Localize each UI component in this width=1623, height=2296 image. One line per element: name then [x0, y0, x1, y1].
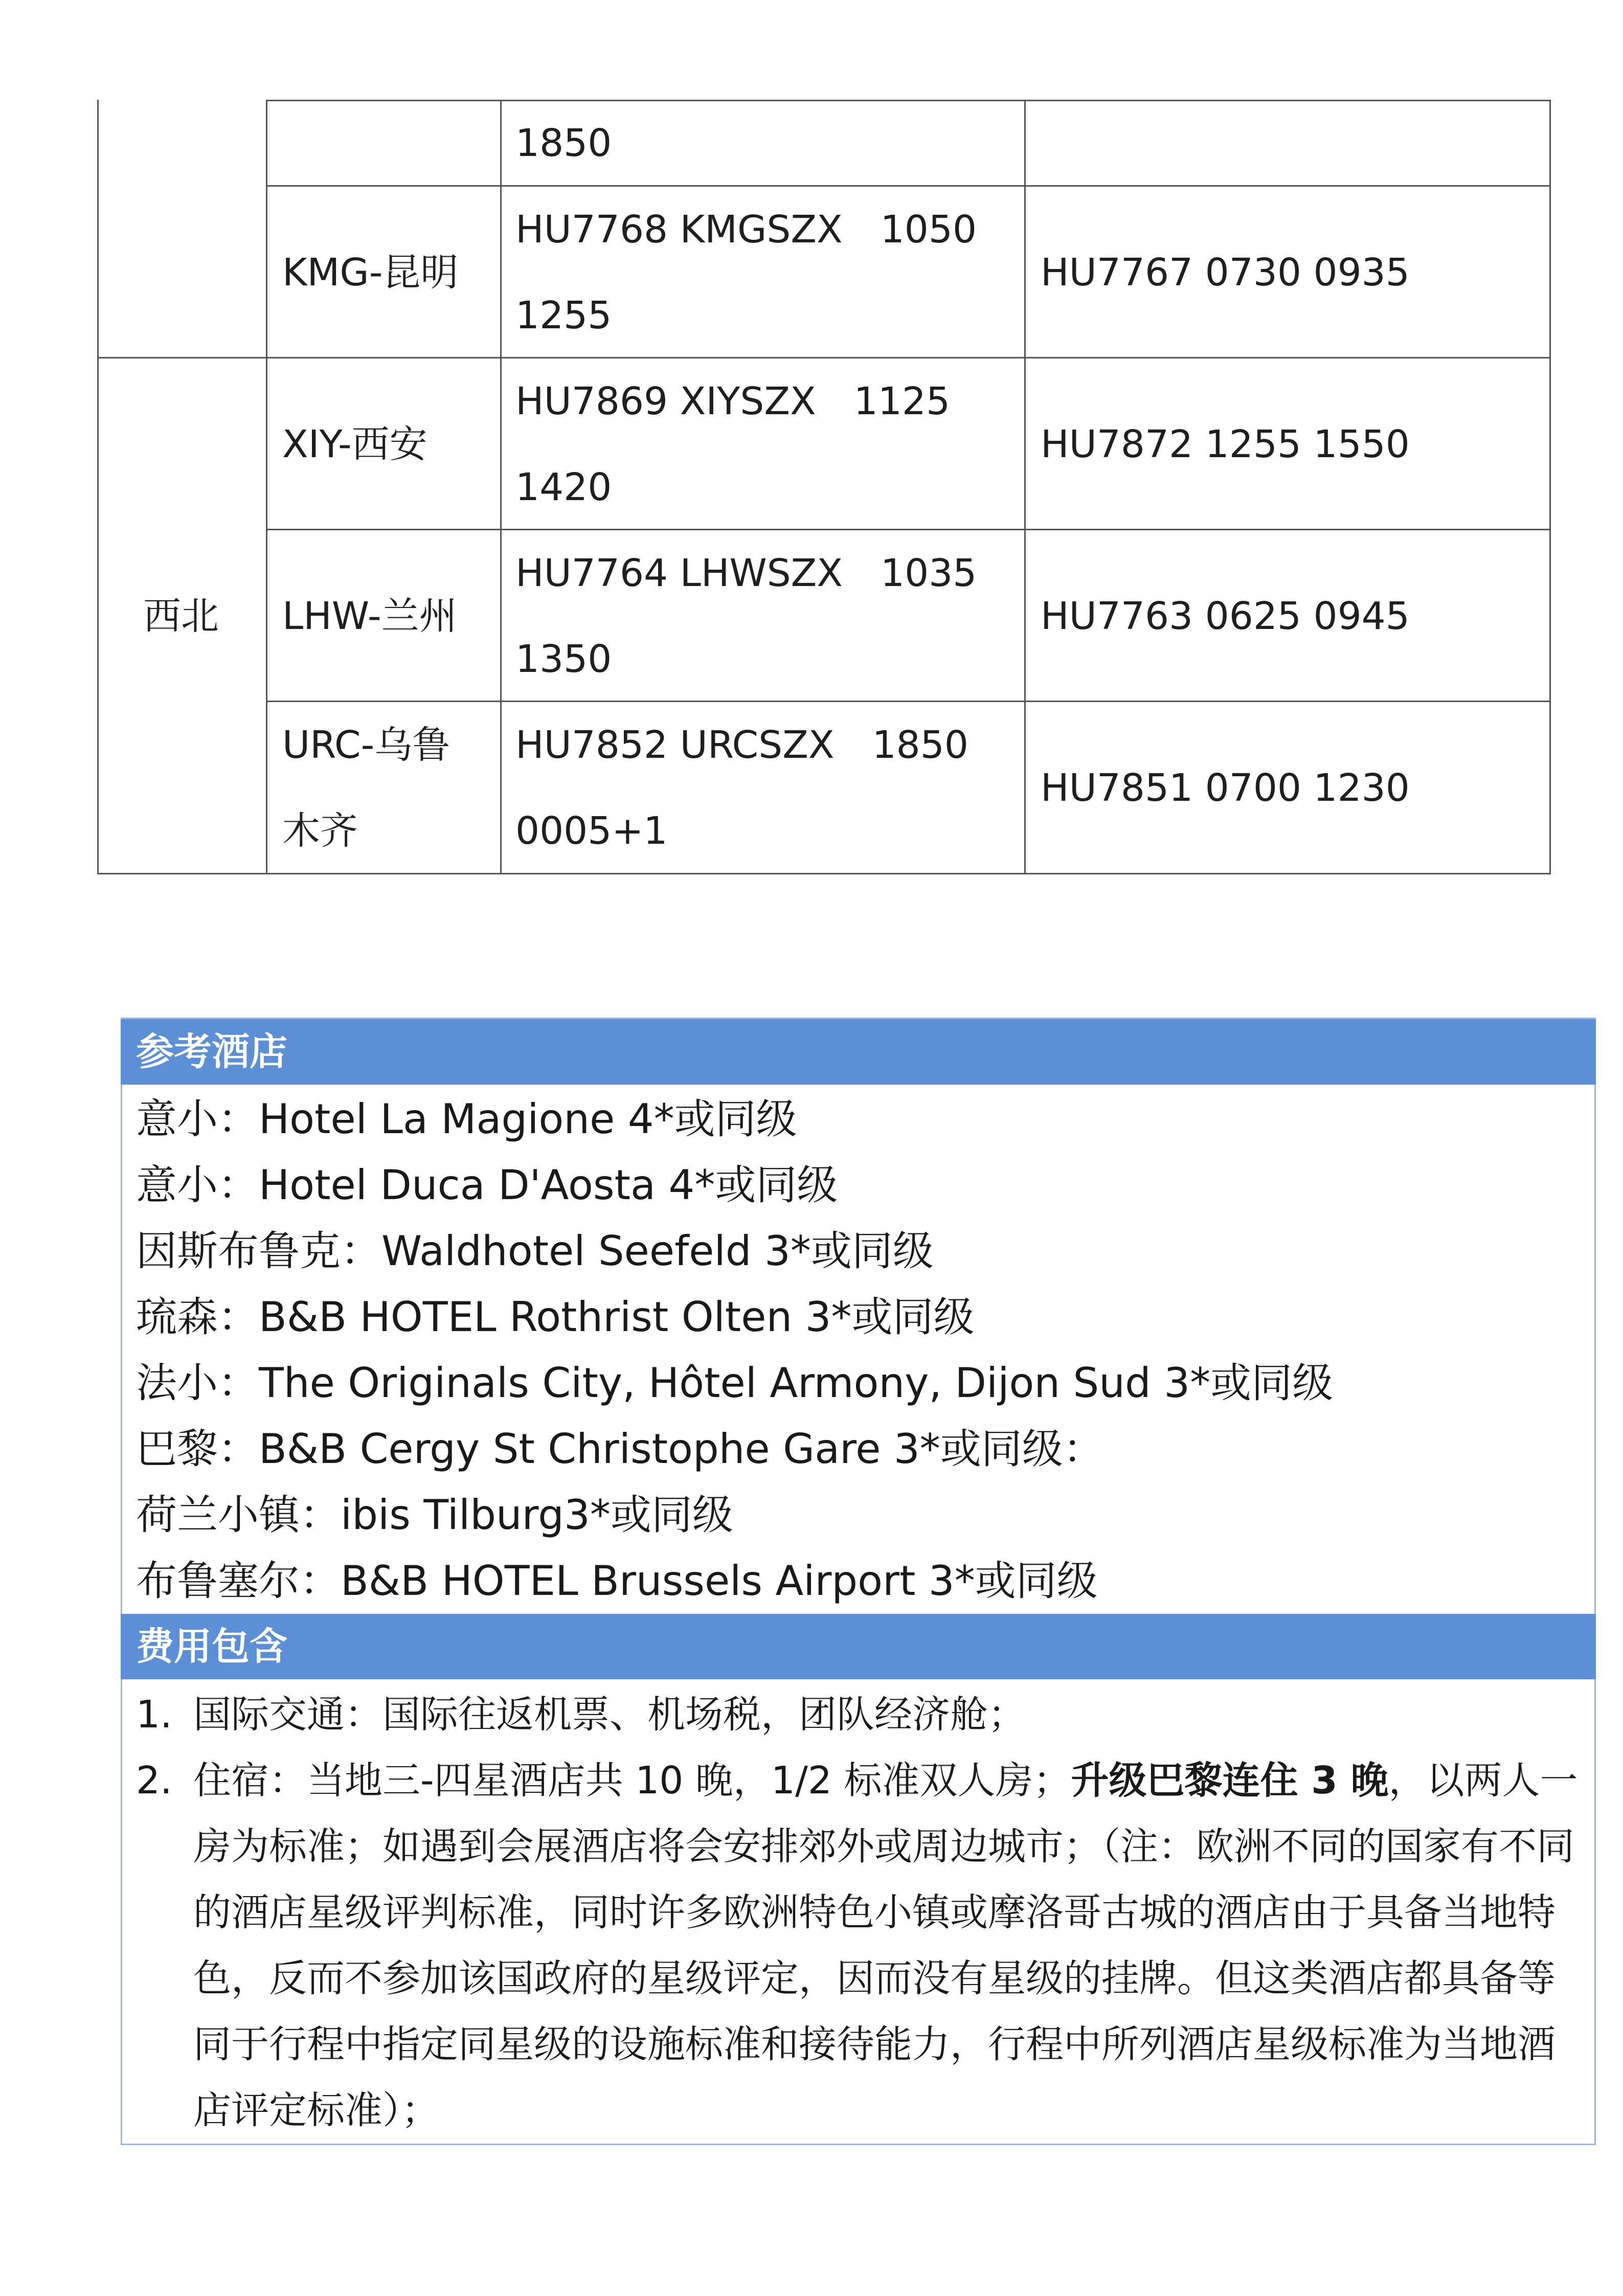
hotel-item: 巴黎：B&B Cergy St Christophe Gare 3*或同级： [136, 1425, 1104, 1473]
hotel-item: 布鲁塞尔：B&B HOTEL Brussels Airport 3*或同级 [136, 1557, 1098, 1605]
city-name-cont: 木齐 [282, 809, 358, 853]
inclusion-highlight: 升级巴黎连住 3 晚 [1071, 1759, 1389, 1803]
table-border [266, 100, 267, 874]
hotel-item: 琉森：B&B HOTEL Rothrist Olten 3*或同级 [136, 1293, 975, 1341]
hotels-header: 参考酒店 [121, 1019, 1596, 1085]
list-number: 1. [136, 1693, 172, 1737]
hotel-item: 意小：Hotel Duca D'Aosta 4*或同级 [136, 1161, 838, 1209]
inclusion-item: 国际交通：国际往返机票、机场税，团队经济舱； [193, 1693, 1026, 1737]
list-number: 2. [136, 1759, 172, 1803]
return-flight: HU7851 0700 1230 [1041, 766, 1410, 810]
inclusion-text: 住宿：当地三-四星酒店共 10 晚，1/2 标准双人房； [193, 1759, 1071, 1803]
inclusions-header: 费用包含 [121, 1614, 1596, 1679]
outbound-flight-time: 1420 [515, 465, 612, 509]
city-name: LHW-兰州 [282, 594, 457, 638]
hotel-item: 荷兰小镇：ibis Tilburg3*或同级 [136, 1491, 733, 1539]
hotel-item: 法小：The Originals City, Hôtel Armony, Dijon Sud 3*或同级 [136, 1359, 1334, 1407]
hotel-item: 因斯布鲁克：Waldhotel Seefeld 3*或同级 [136, 1227, 934, 1275]
city-name: URC-乌鲁 [282, 723, 450, 767]
outbound-flight-time: 1350 [515, 637, 612, 681]
outbound-flight: 1850 [515, 121, 612, 165]
outbound-flight: HU7852 URCSZX 1850 [515, 723, 968, 767]
return-flight: HU7763 0625 0945 [1041, 594, 1410, 638]
city-name: XIY-西安 [282, 422, 427, 466]
outbound-flight: HU7768 KMGSZX 1050 [515, 208, 977, 252]
return-flight: HU7872 1255 1550 [1041, 422, 1410, 466]
inclusion-text: ，以两人一房为标准；如遇到会展酒店将会安排郊外或周边城市；（注：欧洲不同的国家有不同的酒店星级评判标准，同时许多欧洲特色小镇或摩洛哥古城的酒店由于具备当地特色，反而不参加该国政府的星级评定，因而没有星级的挂牌。但这类酒店都具备等同于行程中指定同星级的设施标准和接待能力，行程中所列酒店星级标准为当地酒店评定标准）； [193, 1759, 1578, 2132]
table-border [1549, 100, 1551, 874]
outbound-flight: HU7764 LHWSZX 1035 [515, 551, 977, 595]
table-border [97, 100, 99, 874]
region-name: 西北 [143, 594, 219, 638]
outbound-flight-time: 0005+1 [515, 809, 668, 853]
outbound-flight-time: 1255 [515, 294, 612, 337]
hotel-item: 意小：Hotel La Magione 4*或同级 [136, 1095, 797, 1143]
outbound-flight: HU7869 XIYSZX 1125 [515, 379, 951, 423]
table-border [500, 100, 502, 874]
table-border [266, 100, 1551, 101]
table-border [1024, 100, 1026, 874]
return-flight: HU7767 0730 0935 [1041, 251, 1410, 295]
inclusion-item [193, 1748, 1587, 2144]
city-name: KMG-昆明 [282, 251, 459, 295]
